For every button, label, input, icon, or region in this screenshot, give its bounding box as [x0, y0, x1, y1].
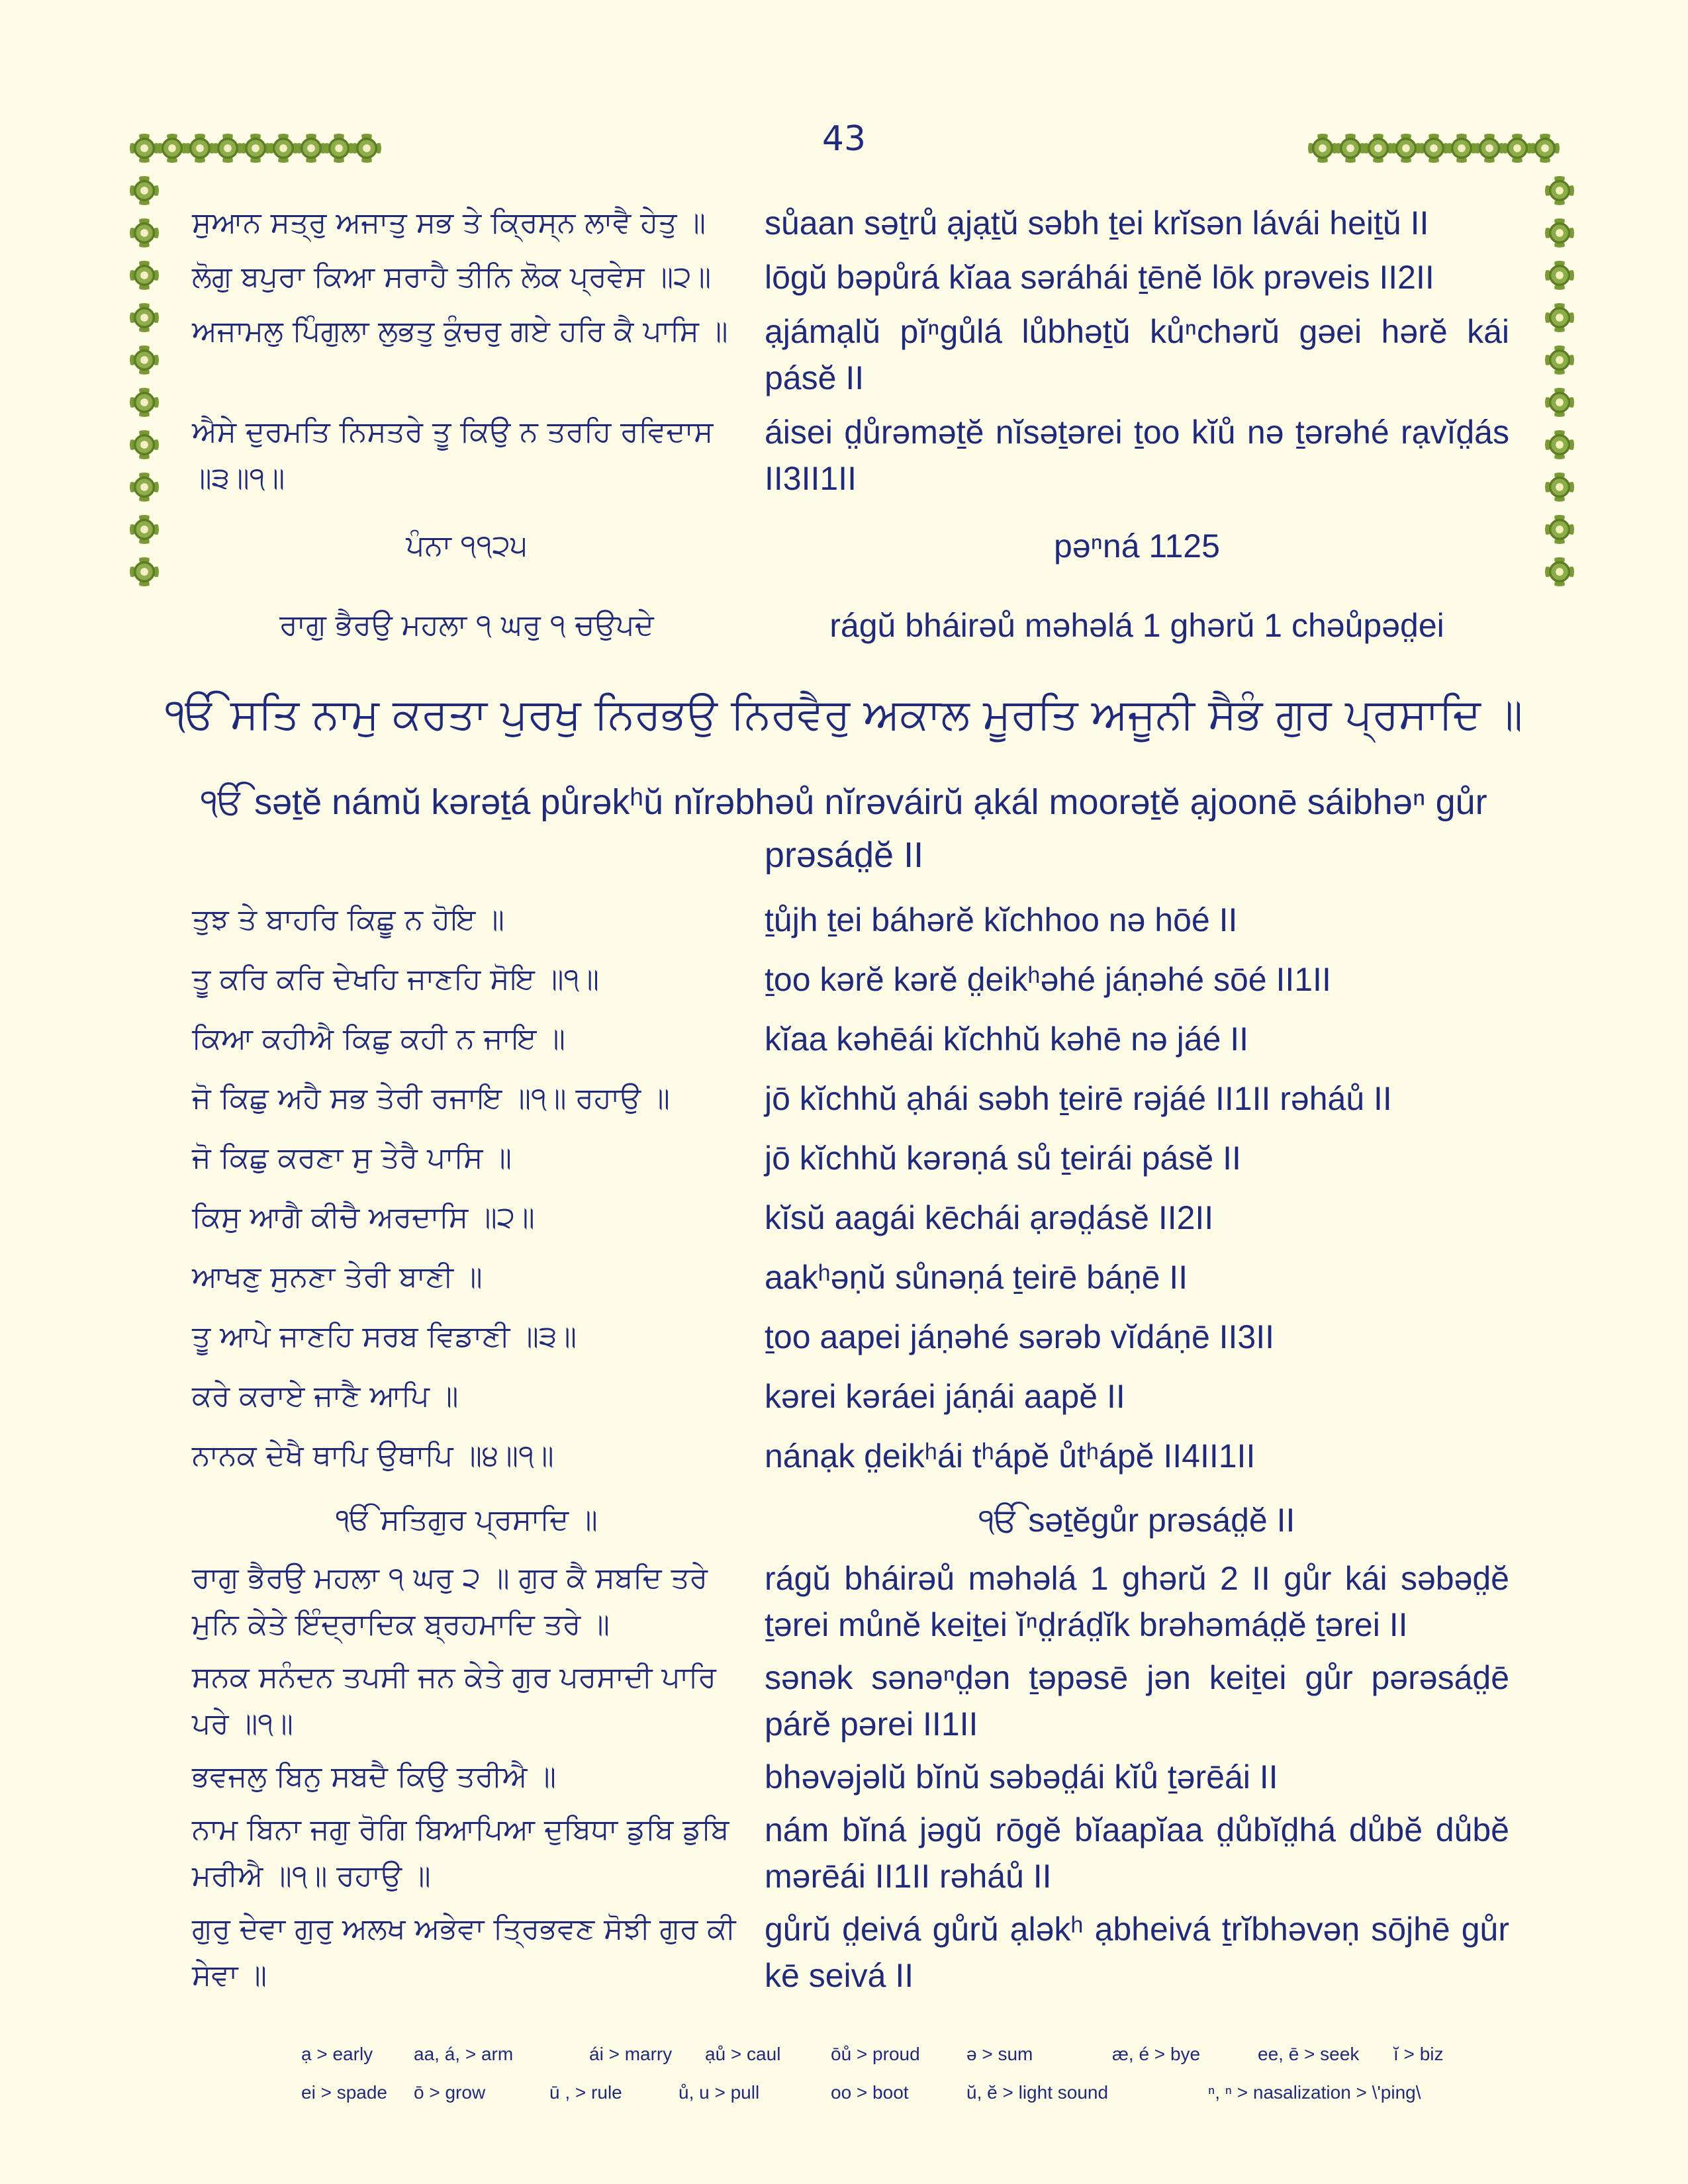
legend-item: ee, ē > seek — [1258, 2044, 1360, 2064]
verse-gurmukhi: ਕਿਸੁ ਆਗੈ ਕੀਚੈ ਅਰਦਾਸਿ ॥੨॥ — [192, 1201, 535, 1234]
flower-icon — [1548, 433, 1571, 457]
legend-row — [301, 2044, 1493, 2082]
legend-item: ŭ, ĕ > light sound — [966, 2082, 1109, 2103]
mool-mantar-gurmukhi: ੴ ਸਤਿ ਨਾਮੁ ਕਰਤਾ ਪੁਰਖੁ ਨਿਰਭਉ ਨਿਰਵੈਰੁ ਅਕਾਲ ਮੂਰਤਿ ਅਜੂਨੀ ਸੈਭੰ ਗੁਰ ਪ੍ਰਸਾਦਿ ॥ — [165, 690, 1523, 739]
flower-icon — [1477, 136, 1501, 160]
verse-gurmukhi: ਜੋ ਕਿਛੁ ਅਹੈ ਸਭ ਤੇਰੀ ਰਜਾਇ ॥੧॥ ਰਹਾਉ ॥ — [192, 1081, 670, 1115]
flower-icon — [1548, 306, 1571, 330]
verse-gurmukhi: ਤੁਝ ਤੇ ਬਾਹਰਿ ਕਿਛੂ ਨ ਹੋਇ ॥ — [192, 903, 504, 936]
raag-heading-translit: rágŭ bháirəů məhəlá 1 ghərŭ 1 chəůpəd̤ei — [829, 607, 1444, 644]
flower-icon — [132, 518, 156, 541]
flower-icon — [132, 221, 156, 245]
legend-item: ạů > caul — [705, 2044, 781, 2064]
raag-heading-gurmukhi: ਰਾਗੁ ਭੈਰਉ ਮਹਲਾ ੧ ਘਰੁ ੧ ਚਉਪਦੇ — [279, 608, 654, 642]
verse-translit: bhəvəjəlŭ bĭnŭ səbəd̤ái kĭů ṯərēái II — [765, 1758, 1278, 1796]
verse-translit: kərei kəráei jáṇái aapĕ II — [765, 1378, 1125, 1415]
flower-icon — [1394, 136, 1418, 160]
verse-translit: ṯoo aapei jáṇəhé sərəb vĭdáṇē II3II — [765, 1318, 1275, 1355]
flower-icon — [216, 136, 240, 160]
flower-icon — [132, 433, 156, 457]
page-number: 43 — [821, 119, 867, 159]
flower-icon — [132, 560, 156, 584]
satgur-gurmukhi: ੴ ਸਤਿਗੁਰ ਪ੍ਰਸਾਦਿ ॥ — [336, 1503, 598, 1537]
verse-gurmukhi: ਕਿਆ ਕਹੀਐ ਕਿਛੁ ਕਹੀ ਨ ਜਾਇ ॥ — [192, 1022, 565, 1056]
legend-item: ⁿ, ⁿ > nasalization > \'ping\ — [1208, 2082, 1421, 2103]
flower-icon — [1548, 348, 1571, 372]
flower-icon — [132, 348, 156, 372]
flower-icon — [132, 306, 156, 330]
flower-icon — [1548, 179, 1571, 203]
flower-icon — [244, 136, 267, 160]
satgur-translit: ੴ səṯĕgůr prəsád̤ĕ II — [978, 1502, 1295, 1539]
verse-gurmukhi: ਲੋਗੁ ਬਪੁਰਾ ਕਿਆ ਸਰਾਹੈ ਤੀਨਿ ਲੋਕ ਪ੍ਰਵੇਸ ॥੨॥ — [192, 260, 712, 294]
flower-icon — [132, 179, 156, 203]
flower-icon — [355, 136, 379, 160]
ang-translit: pəⁿná 1125 — [1054, 527, 1220, 565]
flower-icon — [1366, 136, 1390, 160]
legend-item: ái > marry — [589, 2044, 673, 2064]
flower-icon — [1422, 136, 1446, 160]
verse-gurmukhi: ਤੂ ਕਰਿ ਕਰਿ ਦੇਖਹਿ ਜਾਣਹਿ ਸੋਇ ॥੧॥ — [192, 962, 600, 996]
verse-gurmukhi: ਐਸੇ ਦੁਰਮਤਿ ਨਿਸਤਰੇ ਤੂ ਕਿਉ ਨ ਤਰਹਿ ਰਵਿਦਾਸ ॥੩॥੧॥ — [192, 415, 714, 495]
verse-translit: kĭsŭ aagái kēchái ạrəd̤ásĕ II2II — [765, 1199, 1214, 1236]
verse-translit: nám bĭná jəgŭ rōgĕ bĭaapĭaa d̤ůbĭd̤há důbĕ důbĕ mərēái II1II rəháů II — [765, 1811, 1509, 1895]
verse-translit: rágŭ bháirəů məhəlá 1 ghərŭ 2 II gůr kái səbəd̤ĕ ṯərei můnĕ keiṯei ĭⁿd̤rád̤ĭk brəhəmád̤ĕ ṯərei II — [765, 1560, 1509, 1643]
verse-gurmukhi: ਨਾਨਕ ਦੇਖੈ ਥਾਪਿ ਉਥਾਪਿ ॥੪॥੧॥ — [192, 1439, 554, 1473]
legend-item: ĭ > biz — [1393, 2044, 1444, 2064]
flower-icon — [271, 136, 295, 160]
flower-icon — [132, 136, 156, 160]
flower-icon — [327, 136, 351, 160]
mool-mantar-translit: ੴ səṯĕ námŭ kərəṯá půrəkʰŭ nĭrəbhəů nĭrəváirŭ ạkál moorəṯĕ ạjoonē sáibhəⁿ gůr prəsád̤ĕ II — [201, 782, 1487, 875]
flower-icon — [188, 136, 212, 160]
verse-translit: gůrŭ d̤eivá gůrŭ ạləkʰ ạbheivá ṯrĭbhəvəṇ sōjhē gůr kē seivá II — [765, 1911, 1509, 1994]
verse-gurmukhi: ਭਵਜਲੁ ਬਿਨੁ ਸਬਦੈ ਕਿਉ ਤਰੀਐ ॥ — [192, 1760, 556, 1794]
legend-item: ū , > rule — [549, 2082, 622, 2103]
flower-icon — [1450, 136, 1474, 160]
verse-translit: kĭaa kəhēái kĭchhŭ kəhē nə jáé II — [765, 1021, 1249, 1058]
verse-translit: sůaan səṯrů ạjạṯŭ səbh ṯei krĭsən lávái heiṯŭ II — [765, 205, 1429, 242]
verse-translit: jō kĭchhŭ ạhái səbh ṯeirē rəjáé II1II rəháů II — [765, 1080, 1392, 1117]
legend-item: ō > grow — [414, 2082, 486, 2103]
verse-gurmukhi: ਰਾਗੁ ਭੈਰਉ ਮਹਲਾ ੧ ਘਰੁ ੨ ॥ ਗੁਰ ਕੈ ਸਬਦਿ ਤਰੇ ਮੁਨਿ ਕੇਤੇ ਇੰਦ੍ਰਾਦਿਕ ਬ੍ਰਹਮਾਦਿ ਤਰੇ ॥ — [192, 1561, 708, 1641]
flower-icon — [132, 263, 156, 287]
legend-item: ạ > early — [301, 2044, 373, 2064]
flower-icon — [1548, 390, 1571, 414]
legend-item: ōů > proud — [831, 2044, 920, 2064]
legend-row — [301, 2082, 1493, 2120]
flower-icon — [1548, 518, 1571, 541]
legend-item: ə > sum — [966, 2044, 1033, 2064]
verse-translit: jō kĭchhŭ kərəṇá sů ṯeirái pásĕ II — [765, 1140, 1241, 1177]
verse-translit: nánạk d̤eikʰái tʰápĕ ůtʰápĕ II4II1II — [765, 1437, 1256, 1475]
verse-gurmukhi: ਨਾਮ ਬਿਨਾ ਜਗੁ ਰੋਗਿ ਬਿਆਪਿਆ ਦੁਬਿਧਾ ਡੁਬਿ ਡੁਬਿ ਮਰੀਐ ॥੧॥ ਰਹਾਉ ॥ — [192, 1813, 729, 1893]
legend-item: ei > spade — [301, 2082, 387, 2103]
flower-icon — [132, 475, 156, 499]
legend-item: æ, é > bye — [1112, 2044, 1201, 2064]
verse-gurmukhi: ਅਜਾਮਲੁ ਪਿੰਗੁਲਾ ਲੁਭਤੁ ਕੁੰਚਰੁ ਗਏ ਹਰਿ ਕੈ ਪਾਸਿ ॥ — [192, 314, 728, 348]
verse-translit: ạjámạlŭ pĭⁿgůlá lůbhəṯŭ kůⁿchərŭ gəei hərĕ kái pásĕ II — [765, 313, 1509, 396]
flower-icon — [1548, 475, 1571, 499]
flower-icon — [1338, 136, 1362, 160]
flower-icon — [1548, 263, 1571, 287]
verse-translit: ṯoo kərĕ kərĕ d̤eikʰəhé jáṇəhé sōé II1II — [765, 961, 1331, 998]
pronunciation-legend — [301, 2044, 1493, 2120]
verse-translit: sənək sənəⁿd̤ən ṯəpəsē jən keiṯei gůr pərəsád̤ē párĕ pərei II1II — [765, 1659, 1509, 1743]
flower-icon — [1505, 136, 1529, 160]
flower-icon — [299, 136, 323, 160]
legend-item: ů, u > pull — [679, 2082, 760, 2103]
flower-icon — [1548, 560, 1571, 584]
verse-gurmukhi: ਸਨਕ ਸਨੰਦਨ ਤਪਸੀ ਜਨ ਕੇਤੇ ਗੁਰ ਪਰਸਾਦੀ ਪਾਰਿ ਪਰੇ ॥੧॥ — [192, 1661, 716, 1741]
flower-icon — [160, 136, 184, 160]
verse-gurmukhi: ਤੂ ਆਪੇ ਜਾਣਹਿ ਸਰਬ ਵਿਡਾਣੀ ॥੩॥ — [192, 1320, 577, 1353]
verse-gurmukhi: ਸੁਆਨ ਸਤ੍ਰੁ ਅਜਾਤੁ ਸਭ ਤੇ ਕ੍ਰਿਸ੍ਨ ਲਾਵੈ ਹੇਤੁ ॥ — [192, 206, 706, 240]
verse-gurmukhi: ਜੋ ਕਿਛੁ ਕਰਣਾ ਸੁ ਤੇਰੈ ਪਾਸਿ ॥ — [192, 1141, 512, 1175]
verse-translit: áisei d̤ůrəməṯĕ nĭsəṯərei ṯoo kĭů nə ṯərəhé rạvĭd̤ás II3II1II — [765, 414, 1509, 497]
legend-item: aa, á, > arm — [414, 2044, 514, 2064]
verse-gurmukhi: ਆਖਣੁ ਸੁਨਣਾ ਤੇਰੀ ਬਾਣੀ ॥ — [192, 1260, 483, 1294]
flower-icon — [1533, 136, 1557, 160]
verse-translit: ṯůjh ṯei báhərĕ kĭchhoo nə hōé II — [765, 901, 1238, 938]
flower-icon — [132, 390, 156, 414]
flower-icon — [1311, 136, 1335, 160]
ang-gurmukhi: ਪੰਨਾ ੧੧੨੫ — [406, 529, 528, 563]
verse-translit: aakʰəṇŭ sůnəṇá ṯeirē báṇē II — [765, 1259, 1188, 1296]
verse-gurmukhi: ਕਰੇ ਕਰਾਏ ਜਾਣੈ ਆਪਿ ॥ — [192, 1379, 459, 1413]
flower-icon — [1548, 221, 1571, 245]
verse-gurmukhi: ਗੁਰੁ ਦੇਵਾ ਗੁਰੁ ਅਲਖ ਅਭੇਵਾ ਤ੍ਰਿਭਵਣ ਸੋਝੀ ਗੁਰ ਕੀ ਸੇਵਾ ॥ — [192, 1912, 736, 1992]
legend-item: oo > boot — [831, 2082, 909, 2103]
verse-translit: lōgŭ bəpůrá kĭaa səráhái ṯēnĕ lōk prəveis II2II — [765, 259, 1434, 296]
